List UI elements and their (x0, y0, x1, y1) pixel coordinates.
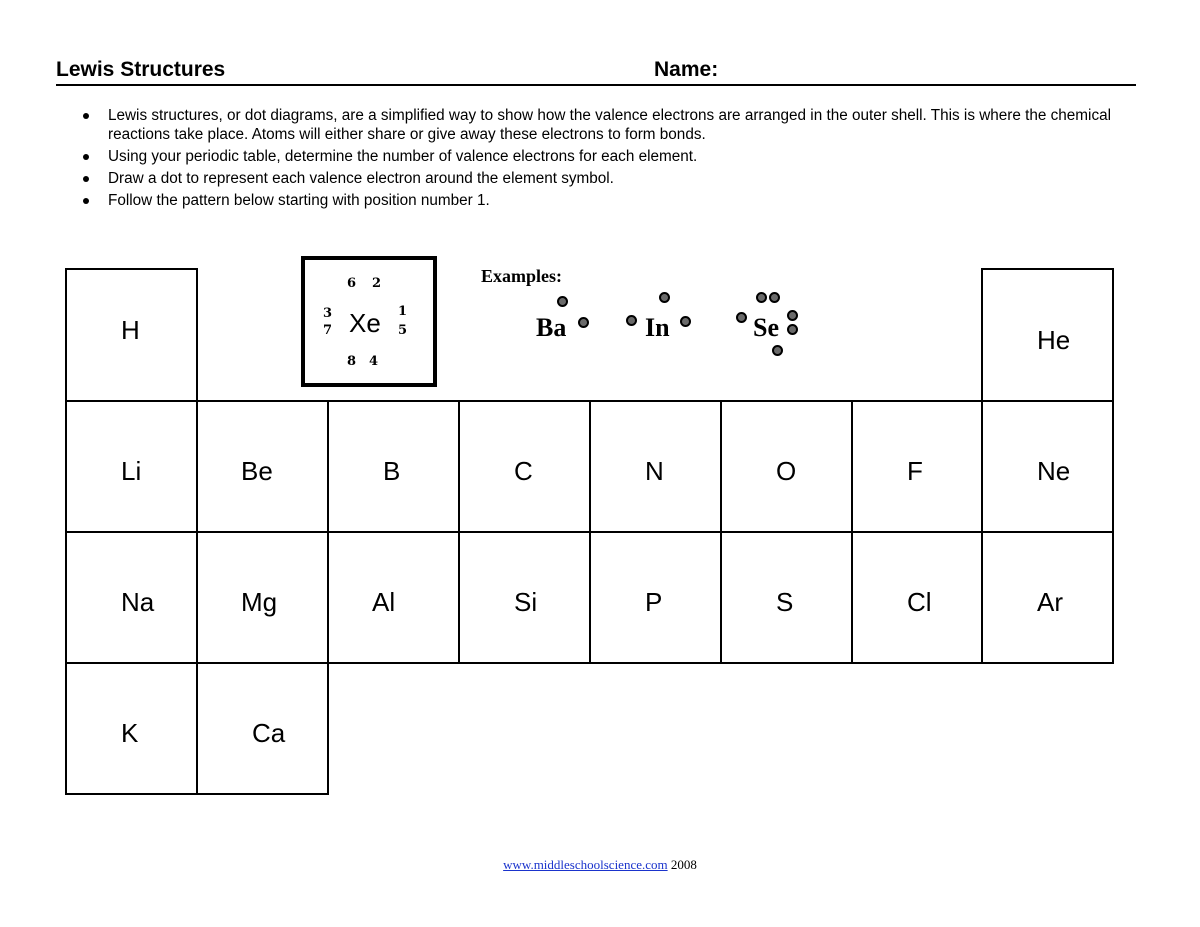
element-symbol: F (907, 456, 923, 486)
instruction-item: Lewis structures, or dot diagrams, are a simplified way to show how the valence electrons are arranged in the outer shell. This is where the chemical reactions take place. Atoms will either share or give away these electrons to form bonds. (80, 106, 1145, 144)
example-symbol: In (645, 313, 670, 342)
bullet-icon (83, 154, 89, 160)
element-cell-o[interactable] (720, 400, 853, 533)
electron-dot-icon (578, 317, 589, 328)
position-8: 8 (347, 354, 357, 369)
element-cell-f[interactable] (851, 400, 984, 533)
examples-label: Examples: (481, 266, 562, 286)
element-cell-h[interactable] (65, 268, 198, 402)
electron-dot-icon (736, 312, 747, 323)
element-cell-s[interactable] (720, 531, 853, 664)
element-symbol: Ca (252, 718, 286, 748)
worksheet-header (56, 56, 1136, 86)
element-symbol: S (776, 587, 794, 617)
element-symbol: O (776, 456, 797, 486)
element-cell-cl[interactable] (851, 531, 984, 664)
element-symbol: Ar (1037, 587, 1063, 617)
footer (0, 857, 1200, 873)
element-symbol: Na (121, 587, 155, 617)
instruction-item: Follow the pattern below starting with position number 1. (80, 191, 1145, 210)
element-symbol: Ne (1037, 456, 1071, 486)
element-cell-be[interactable] (196, 400, 329, 533)
element-cell-ne[interactable] (981, 400, 1114, 533)
element-cell-ar[interactable] (981, 531, 1114, 664)
element-symbol: Li (121, 456, 142, 486)
element-cell-li[interactable] (65, 400, 198, 533)
element-symbol: He (1037, 325, 1071, 355)
element-symbol: Mg (241, 587, 278, 617)
electron-dot-icon (680, 316, 691, 327)
footer-year: 2008 (670, 857, 697, 872)
electron-dot-icon (557, 296, 568, 307)
electron-dot-icon (787, 324, 798, 335)
position-1: 1 (398, 304, 408, 319)
position-6: 6 (347, 276, 357, 291)
position-3: 3 (323, 306, 333, 321)
element-cell-b[interactable] (327, 400, 460, 533)
element-cell-p[interactable] (589, 531, 722, 664)
element-symbol: B (383, 456, 401, 486)
instructions-list (80, 106, 1145, 213)
element-cell-mg[interactable] (196, 531, 329, 664)
example-symbol: Se (753, 313, 779, 342)
position-7: 7 (323, 323, 333, 338)
worksheet-title: Lewis Structures (56, 58, 226, 81)
element-symbol: P (645, 587, 663, 617)
element-symbol: Be (241, 456, 273, 486)
pattern-symbol: Xe (349, 308, 381, 338)
electron-dot-icon (659, 292, 670, 303)
dot-position-pattern (301, 256, 437, 387)
bullet-icon (83, 113, 89, 119)
electron-dot-icon (772, 345, 783, 356)
element-symbol: Si (514, 587, 538, 617)
position-2: 2 (372, 276, 382, 291)
element-cell-n[interactable] (589, 400, 722, 533)
element-symbol: Cl (907, 587, 932, 617)
footer-link[interactable]: www.middleschoolscience.com (503, 857, 668, 872)
element-cell-ca[interactable] (196, 662, 329, 795)
element-cell-k[interactable] (65, 662, 198, 795)
example-symbol: Ba (536, 313, 567, 342)
electron-dot-icon (787, 310, 798, 321)
element-cell-na[interactable] (65, 531, 198, 664)
bullet-icon (83, 198, 89, 204)
electron-dot-icon (756, 292, 767, 303)
element-symbol: Al (372, 587, 396, 617)
element-cell-he[interactable] (981, 268, 1114, 402)
element-cell-al[interactable] (327, 531, 460, 664)
element-symbol: K (121, 718, 139, 748)
element-cell-si[interactable] (458, 531, 591, 664)
element-cell-c[interactable] (458, 400, 591, 533)
name-label: Name: (654, 58, 719, 81)
instruction-item: Using your periodic table, determine the number of valence electrons for each element. (80, 147, 1145, 166)
element-symbol: C (514, 456, 533, 486)
element-symbol: H (121, 315, 140, 345)
instruction-item: Draw a dot to represent each valence electron around the element symbol. (80, 169, 1145, 188)
bullet-icon (83, 176, 89, 182)
position-5: 5 (398, 323, 408, 338)
element-symbol: N (645, 456, 664, 486)
electron-dot-icon (769, 292, 780, 303)
electron-dot-icon (626, 315, 637, 326)
position-4: 4 (369, 354, 379, 369)
